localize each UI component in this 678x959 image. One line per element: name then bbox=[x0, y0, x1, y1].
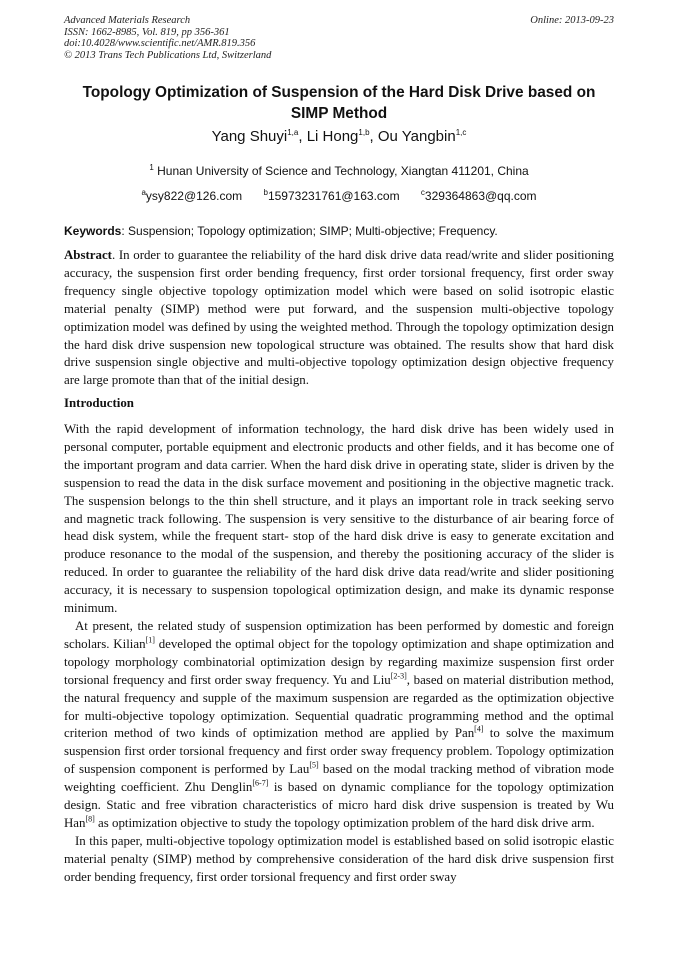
author-name: Ou Yangbin bbox=[377, 128, 456, 145]
email-link[interactable]: ysy822@126.com bbox=[145, 189, 243, 203]
intro-paragraph-2 bbox=[64, 618, 614, 833]
email-link[interactable]: 329364863@qq.com bbox=[424, 189, 537, 203]
journal-name: Advanced Materials Research bbox=[64, 15, 191, 26]
keywords-line bbox=[64, 224, 614, 238]
citation-ref: [8] bbox=[85, 814, 95, 824]
abstract-label: Abstract bbox=[64, 248, 112, 262]
text-run: is based on dynamic compliance for the topology optimization design. Static and free vibration characteristics of micro hard disk drive suspension is treated by Wu Han bbox=[64, 780, 614, 830]
journal-header bbox=[64, 15, 271, 61]
author-name: Li Hong bbox=[306, 128, 359, 145]
text-run: to solve the maximum suspension first order torsional frequency and first order sway frequency problem. Topology optimization of suspension component is performed by Lau bbox=[64, 726, 614, 777]
introduction-body bbox=[64, 421, 614, 887]
keywords-label: Keywords bbox=[64, 224, 122, 238]
online-date: Online: 2013-09-23 bbox=[530, 15, 614, 26]
email-item bbox=[264, 189, 400, 203]
abstract-paragraph bbox=[64, 247, 614, 390]
text-run: based on the modal tracking method of vibration mode weighting coefficient. Zhu Denglin bbox=[64, 762, 614, 795]
email-sup: a bbox=[141, 188, 146, 197]
citation-ref: [5] bbox=[309, 760, 319, 770]
email-item bbox=[141, 189, 242, 203]
copyright-line: © 2013 Trans Tech Publications Ltd, Switzerland bbox=[64, 49, 272, 61]
author-list: Yang Shuyi$^{1,a}$, Li Hong$^{1,b}$, Ou Yangbin$^{1,c}$ bbox=[211, 128, 467, 145]
paper-title: Topology Optimization of Suspension of the Hard Disk Drive based on SIMP Method bbox=[82, 84, 596, 122]
email-item bbox=[421, 189, 537, 203]
abstract-text: . In order to guarantee the reliability of the hard disk drive data read/write and slider positioning accuracy, the suspension first order bending frequency, first order torsional frequency, first order sway frequency single objective topology optimization model which were based on solid isotropic elastic material penalty (SIMP) method were put forward, and the suspension multi-objective topology optimization model was defined by using the weighted method. Through the topology optimization design the hard disk drive suspension new topological structure was obtained. The results show that hard disk drive suspension single objective and multi-objective topology optimization design objective frequency are large promote than that of the initial design. bbox=[64, 248, 614, 388]
text-run: developed the optimal object for the topology optimization and shape optimization and topology morphology combinatorial optimization design by regarding maximize suspension first order torsional frequency and first order sway frequency. Yu and Liu bbox=[64, 636, 614, 687]
email-link[interactable]: 15973231761@163.com bbox=[267, 189, 400, 203]
doi-line: doi:10.4028/www.scientific.net/AMR.819.356 bbox=[64, 38, 256, 50]
email-sup: b bbox=[263, 188, 268, 197]
text-run: as optimization objective to study the topology optimization problem of the hard disk drive arm. bbox=[94, 815, 595, 830]
author-sup: 1,a bbox=[287, 128, 299, 137]
keywords-text: : Suspension; Topology optimization; SIMP; Multi-objective; Frequency. bbox=[121, 224, 498, 238]
intro-paragraph-3: In this paper, multi-objective topology optimization model is established based on solid isotropic elastic material penalty (SIMP) method by comprehensive consideration of the hard disk drive suspension first order bending frequency, first order torsional frequency and first order sway bbox=[64, 833, 614, 884]
citation-ref: [2-3] bbox=[390, 671, 407, 681]
intro-paragraph-1: With the rapid development of information technology, the hard disk drive has been widely used in personal computer, portable equipment and electronic products and other fields, and it has become one of the important program and data carrier. When the hard disk drive in operating state, slider is driven by the suspension to read the data in the disk surface movement and positioning in the objective magnetic track. The suspension belongs to the thin shell structure, and it plays an important role in track seeking servo and magnetic track following. The suspension is very sensitive to the disturbance of air bearing force of head disk system, while the frequent start- stop of the hard disk drive is easy to generate excitation and produce resonance to the modal of the suspension, and thereby the positioning accuracy of the slider is reduced. In order to guarantee the reliability of the hard disk drive data read/write and slider positioning accuracy, it is necessary to suspension topological optimization design, and make its dynamic response minimum. bbox=[64, 422, 614, 616]
text-run: At present, the related study of suspension optimization has been performed by domestic and foreign scholars. Kilian bbox=[64, 618, 614, 651]
affiliation-text: Hunan University of Science and Technology, Xiangtan 411201, China bbox=[157, 164, 529, 178]
citation-ref: [4] bbox=[474, 725, 484, 735]
email-sup: c bbox=[420, 188, 425, 197]
issn-line: ISSN: 1662-8985, Vol. 819, pp 356-361 bbox=[64, 26, 230, 38]
affiliation bbox=[64, 164, 614, 178]
email-list bbox=[64, 189, 614, 203]
citation-ref: [6-7] bbox=[252, 778, 269, 788]
section-heading: Introduction bbox=[64, 396, 134, 410]
citation-ref: [1] bbox=[145, 635, 155, 645]
author-sup: 1,b bbox=[358, 128, 370, 137]
author-name: Yang Shuyi bbox=[211, 128, 288, 145]
affiliation-sup: 1 bbox=[149, 163, 154, 172]
text-run: , based on material distribution method, the natural frequency and supple of the maximum suspension are regarded as the optimization objective for multi-objective topology optimization. Sequential quadratic programming method and the optimal criterion method of two kinds of optimization method are applied by Pan bbox=[64, 672, 614, 741]
author-sup: 1,c bbox=[455, 128, 467, 137]
